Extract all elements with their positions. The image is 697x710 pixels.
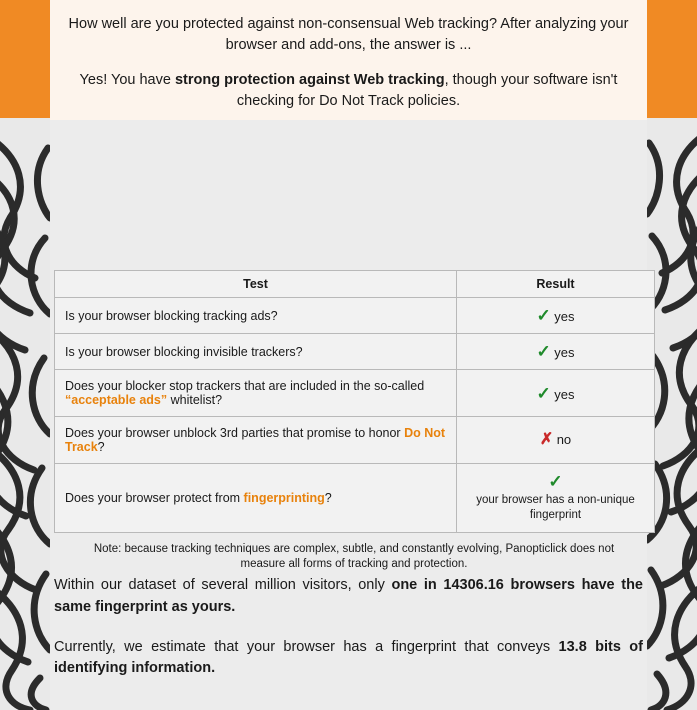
hero-section bbox=[50, 0, 647, 120]
hero-question: How well are you protected against non-consensual Web tracking? After analyzing your browser and add-ons, the answer is ... bbox=[68, 16, 629, 54]
test-description bbox=[55, 464, 457, 533]
hero-answer bbox=[56, 70, 641, 112]
result-label: yes bbox=[554, 386, 575, 402]
hero-answer-strong: strong protection against Web tracking bbox=[174, 72, 445, 89]
test-description: Is your browser blocking invisible trackers? bbox=[55, 334, 457, 370]
hero-answer-suffix: , though your software isn't checking for Do Not Track policies. bbox=[236, 72, 618, 110]
acceptable-ads-link[interactable]: “acceptable ads” bbox=[65, 393, 168, 407]
orange-band-right bbox=[647, 0, 697, 118]
fingerprinting-link[interactable]: fingerprinting bbox=[243, 490, 325, 505]
test-text-suffix: ? bbox=[324, 490, 332, 505]
table-row bbox=[55, 334, 655, 370]
summary-uniqueness-strong: one in 14306.16 browsers have the same fingerprint as yours. bbox=[54, 577, 643, 615]
test-text-suffix: whitelist? bbox=[167, 393, 223, 407]
test-description: Is your browser blocking tracking ads? bbox=[55, 298, 457, 334]
summary-uniqueness bbox=[54, 575, 643, 619]
check-icon: ✓ bbox=[548, 472, 563, 491]
results-table bbox=[54, 270, 655, 533]
orange-band-left bbox=[0, 0, 50, 120]
table-row bbox=[55, 464, 655, 533]
fingerprint-pattern-left bbox=[0, 118, 50, 710]
test-result bbox=[457, 298, 655, 334]
column-header-result: Result bbox=[457, 271, 655, 298]
table-footnote: Note: because tracking techniques are complex, subtle, and constantly evolving, Panopticlick does not measure all forms of tracking and protection. bbox=[93, 542, 615, 571]
table-header-row bbox=[55, 271, 655, 298]
summary-entropy-prefix: Currently, we estimate that your browser has a fingerprint that conveys bbox=[54, 638, 559, 655]
table-row bbox=[55, 298, 655, 334]
check-icon: ✓ bbox=[536, 306, 551, 325]
results-section bbox=[50, 120, 647, 710]
summary-section bbox=[50, 575, 647, 698]
test-text-prefix: Does your browser unblock 3rd parties that promise to honor bbox=[65, 426, 405, 440]
test-description bbox=[55, 370, 457, 417]
test-text-prefix: Does your browser protect from bbox=[65, 490, 244, 505]
summary-uniqueness-prefix: Within our dataset of several million visitors, only bbox=[54, 577, 392, 593]
test-result bbox=[457, 417, 655, 464]
hero-answer-prefix: Yes! You have bbox=[79, 72, 175, 89]
test-description bbox=[55, 417, 457, 464]
do-not-track-link[interactable]: Do Not Track bbox=[65, 426, 446, 454]
page-content bbox=[50, 0, 647, 710]
result-label: yes bbox=[554, 309, 575, 324]
test-result bbox=[457, 370, 655, 417]
check-icon: ✓ bbox=[536, 342, 551, 361]
cross-icon: ✗ bbox=[539, 431, 554, 448]
summary-entropy-strong: 13.8 bits of identifying information. bbox=[54, 638, 643, 677]
summary-entropy bbox=[54, 637, 643, 681]
table-row bbox=[55, 370, 655, 417]
results-table-wrapper bbox=[54, 270, 654, 573]
left-decorative-strip bbox=[0, 0, 50, 710]
test-result bbox=[457, 464, 655, 533]
result-label: yes bbox=[554, 345, 575, 360]
test-text-prefix: Does your blocker stop trackers that are included in the so-called bbox=[65, 379, 425, 393]
table-row bbox=[55, 417, 655, 464]
result-detail-note: your browser has a non-unique fingerprint bbox=[476, 494, 635, 521]
result-label: no bbox=[556, 432, 572, 447]
test-result bbox=[457, 334, 655, 370]
test-text-suffix: ? bbox=[97, 440, 105, 454]
check-icon: ✓ bbox=[536, 383, 551, 403]
column-header-test: Test bbox=[55, 271, 457, 298]
